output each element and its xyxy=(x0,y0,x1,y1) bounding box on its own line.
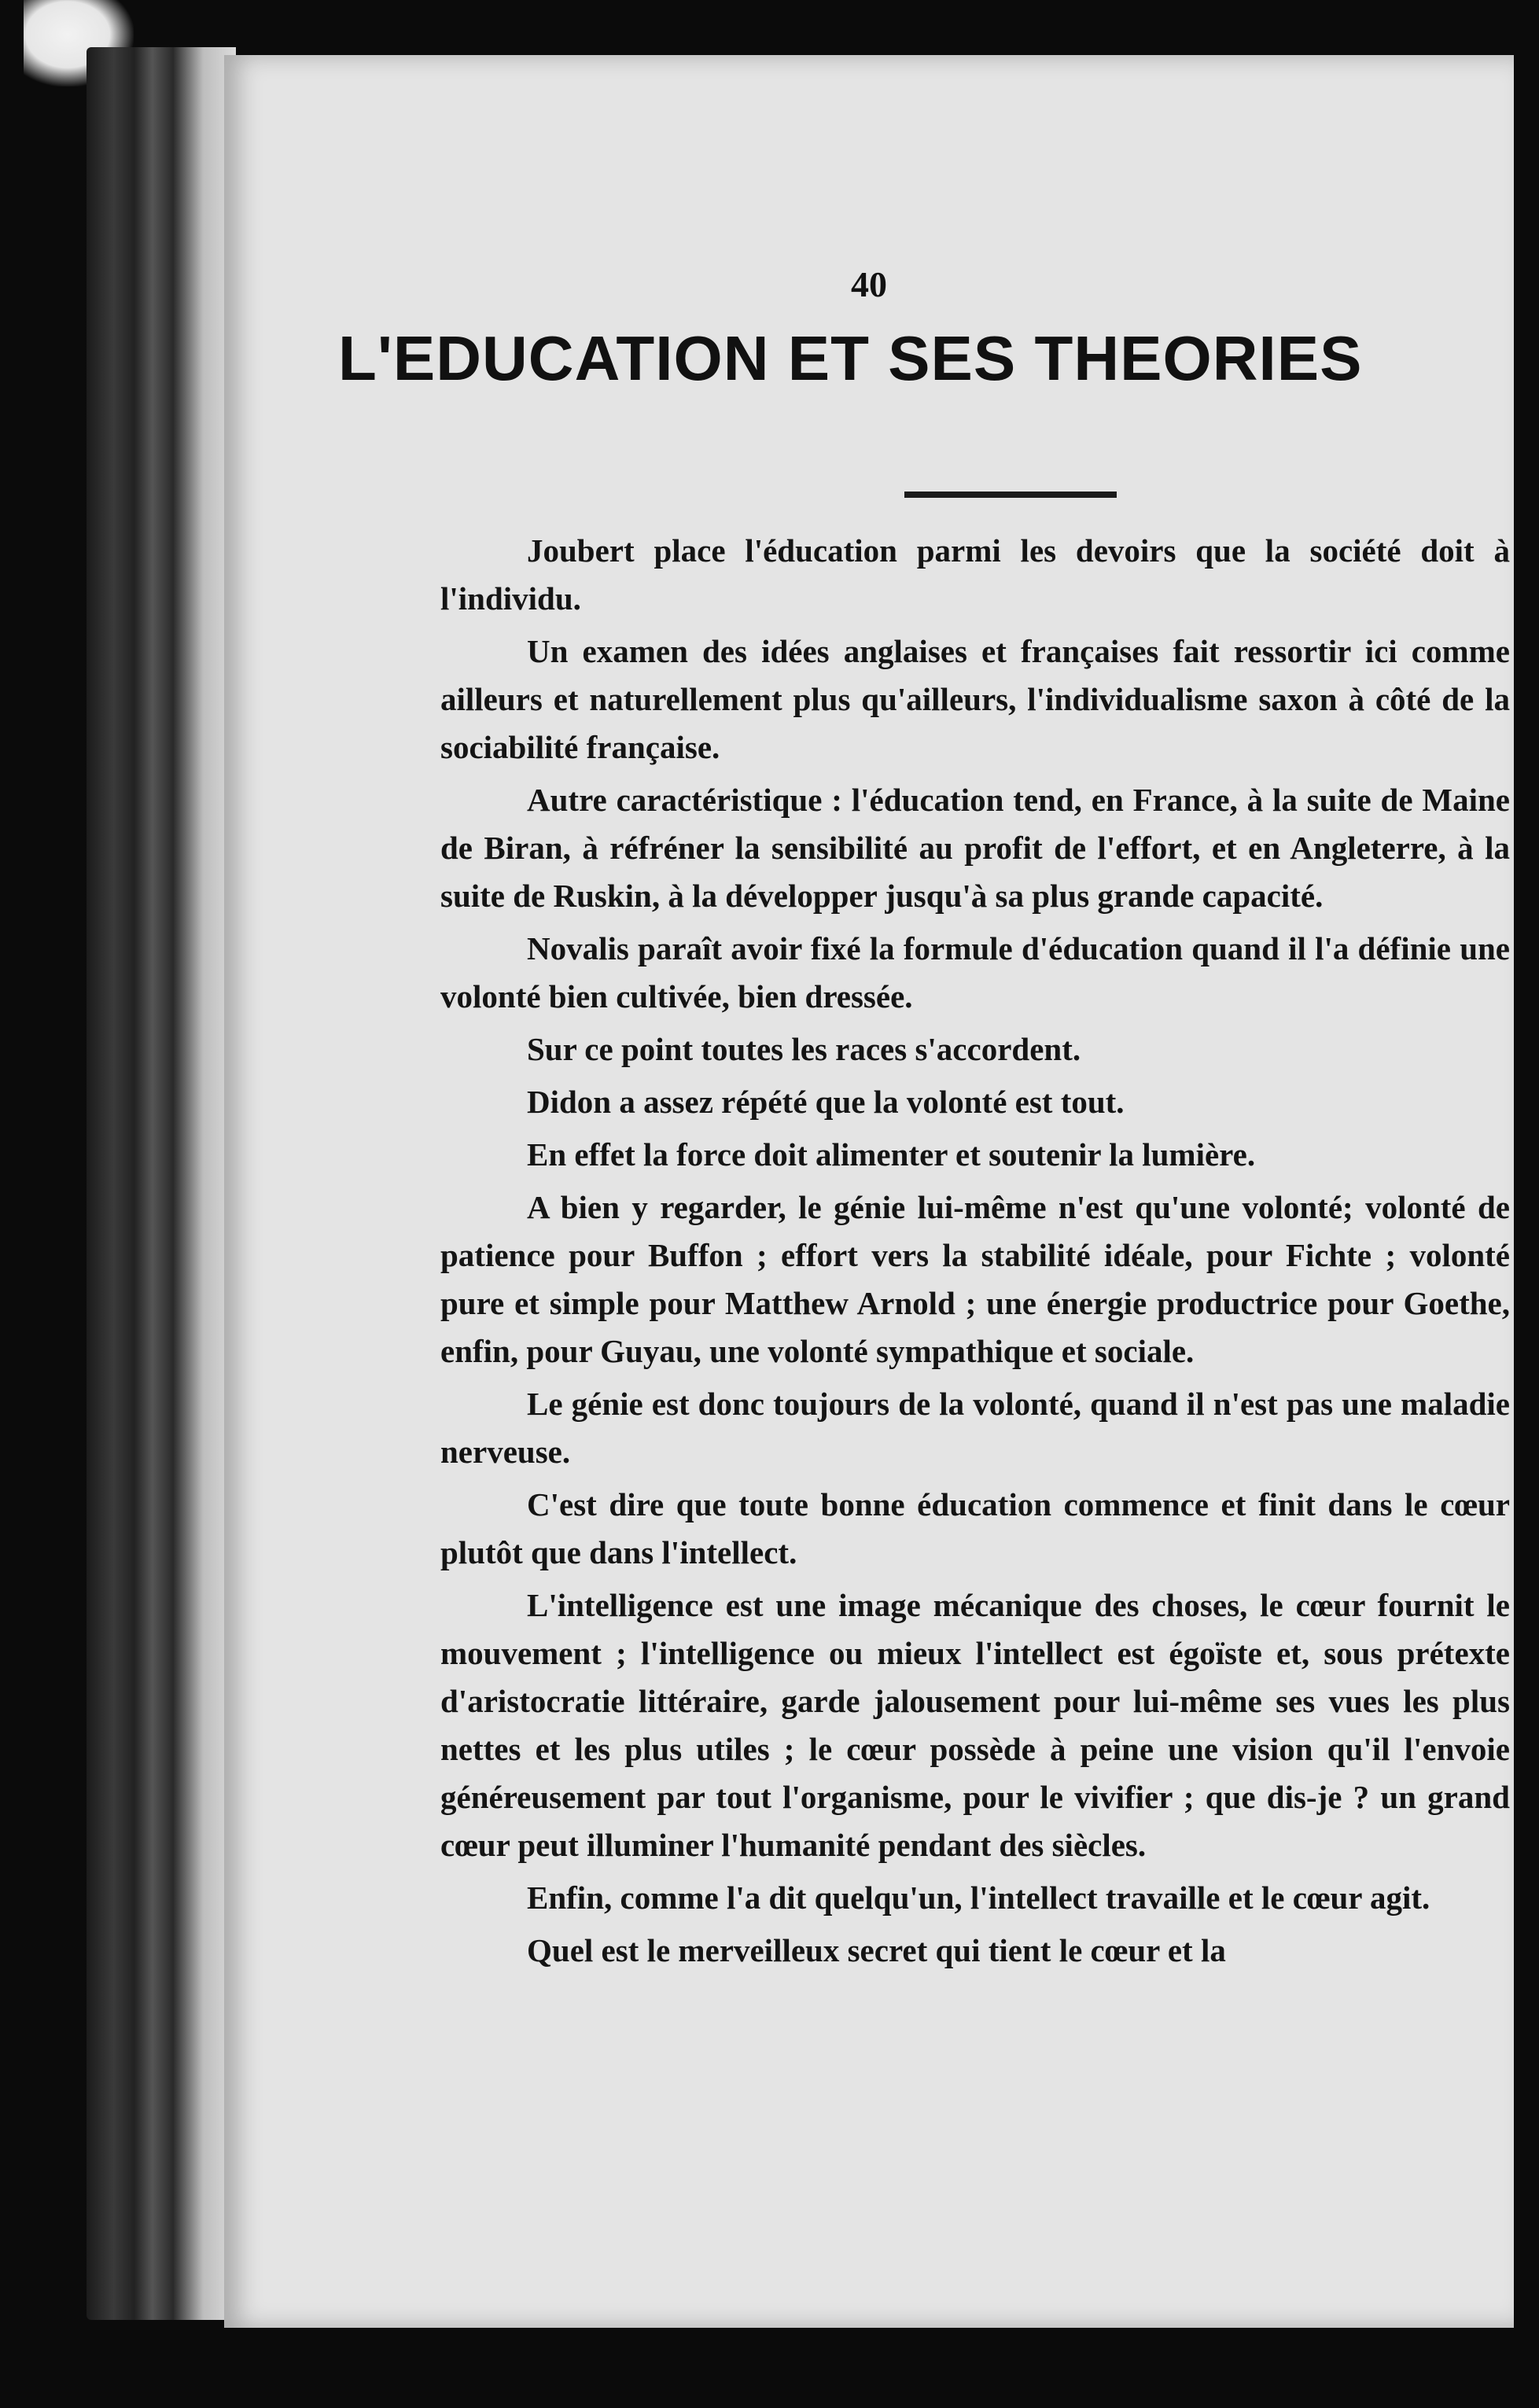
paragraph: Quel est le merveilleux secret qui tient le cœur et la xyxy=(527,1932,1226,1968)
paragraph: C'est dire que toute bonne éducation commence et finit dans le cœur plutôt que dans l'intellect. xyxy=(440,1486,1510,1570)
chapter-title: L'EDUCATION ET SES THEORIES xyxy=(338,323,1363,393)
book-spine-edge xyxy=(87,47,236,2320)
page-number: 40 xyxy=(851,264,887,304)
paragraph: En effet la force doit alimenter et soutenir la lumière. xyxy=(527,1136,1256,1173)
paragraph: Enfin, comme l'a dit quelqu'un, l'intellect travaille et le cœur agit. xyxy=(527,1880,1430,1916)
paragraph: Le génie est donc toujours de la volonté, quand il n'est pas une maladie nerveuse. xyxy=(440,1386,1510,1470)
paragraph: Novalis paraît avoir fixé la formule d'éducation quand il l'a définie une volonté bien cultivée, bien dressée. xyxy=(440,930,1510,1014)
paragraph: Un examen des idées anglaises et françaises fait ressortir ici comme ailleurs et naturellement plus qu'ailleurs, l'individualisme saxon à côté de la sociabilité française. xyxy=(440,633,1510,765)
paragraph: Autre caractéristique : l'éducation tend, en France, à la suite de Maine de Biran, à réfréner la sensibilité au profit de l'effort, et en Angleterre, à la suite de Ruskin, à la développer jusqu'à sa plus grande capacité. xyxy=(440,782,1510,914)
body-text xyxy=(440,527,1510,1979)
title-divider xyxy=(904,492,1117,498)
paragraph: A bien y regarder, le génie lui-même n'est qu'une volonté; volonté de patience pour Buffon ; effort vers la stabilité idéale, pour Fichte ; volonté pure et simple pour Matthew Arnold ; une énergie productrice pour Goethe, enfin, pour Guyau, une volonté sympathique et sociale. xyxy=(440,1189,1510,1369)
paragraph: Didon a assez répété que la volonté est tout. xyxy=(527,1084,1125,1120)
paragraph: Joubert place l'éducation parmi les devoirs que la société doit à l'individu. xyxy=(440,532,1510,617)
paragraph: Sur ce point toutes les races s'accordent. xyxy=(527,1031,1081,1067)
paragraph: L'intelligence est une image mécanique des choses, le cœur fournit le mouvement ; l'intelligence ou mieux l'intellect est égoïste et, sous prétexte d'aristocratie littéraire, garde jalousement pour lui-même ses vues les plus nettes et les plus utiles ; le cœur possède à peine une vision qu'il l'envoie généreusement par tout l'organisme, pour le vivifier ; que dis-je ? un grand cœur peut illuminer l'humanité pendant des siècles. xyxy=(440,1587,1510,1863)
